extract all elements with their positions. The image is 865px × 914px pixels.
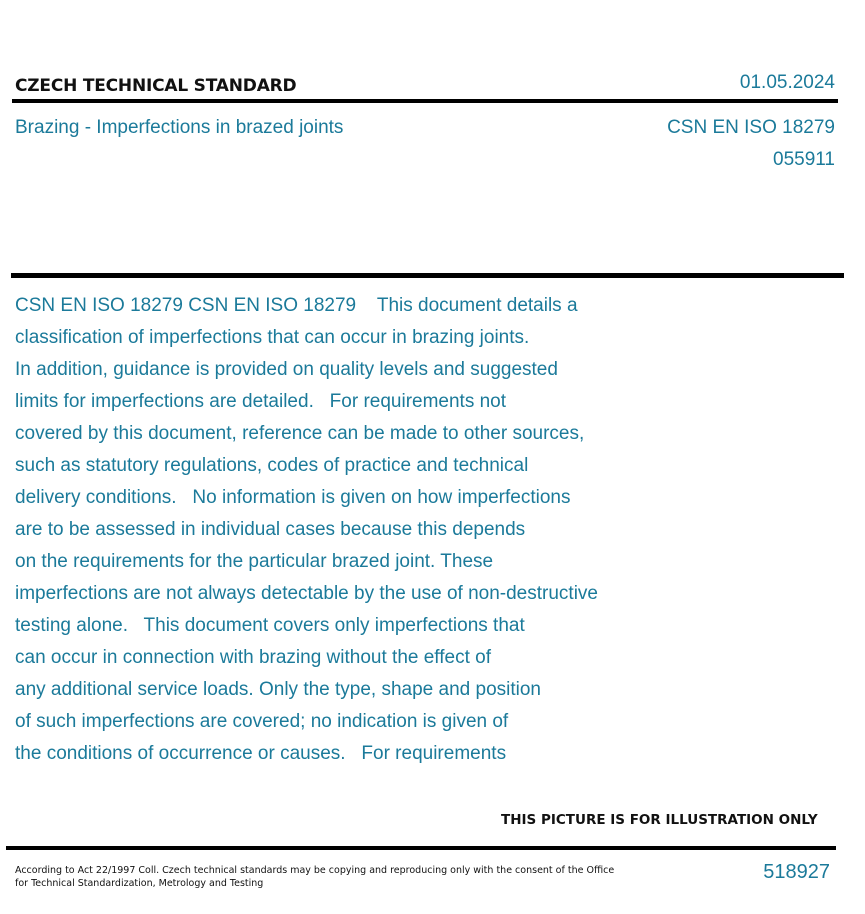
legal-notice-line: According to Act 22/1997 Coll. Czech technical standards may be copying and reproducing only with the consent of the Office bbox=[15, 865, 615, 876]
header-divider bbox=[12, 99, 838, 103]
abstract-line: any additional service loads. Only the type, shape and position bbox=[15, 679, 541, 700]
illustration-notice: THIS PICTURE IS FOR ILLUSTRATION ONLY bbox=[501, 812, 818, 828]
document-title: Brazing - Imperfections in brazed joints bbox=[15, 117, 344, 138]
standard-type-label: CZECH TECHNICAL STANDARD bbox=[15, 76, 297, 96]
abstract-line: can occur in connection with brazing without the effect of bbox=[15, 647, 491, 668]
standard-number: CSN EN ISO 18279 bbox=[667, 117, 835, 138]
abstract-line: testing alone. This document covers only imperfections that bbox=[15, 615, 525, 636]
abstract-line: CSN EN ISO 18279 CSN EN ISO 18279 This document details a bbox=[15, 295, 578, 316]
abstract-line: are to be assessed in individual cases because this depends bbox=[15, 519, 526, 540]
classification-code: 055911 bbox=[773, 149, 835, 170]
catalog-number: 518927 bbox=[763, 861, 830, 883]
abstract-line: covered by this document, reference can be made to other sources, bbox=[15, 423, 585, 444]
abstract-line: the conditions of occurrence or causes. For requirements bbox=[15, 743, 507, 764]
abstract-line: on the requirements for the particular brazed joint. These bbox=[15, 551, 494, 572]
abstract-line: limits for imperfections are detailed. For requirements not bbox=[15, 391, 507, 412]
abstract-line: imperfections are not always detectable by the use of non-destructive bbox=[15, 583, 598, 604]
abstract-line: such as statutory regulations, codes of practice and technical bbox=[15, 455, 529, 476]
legal-notice-line: for Technical Standardization, Metrology and Testing bbox=[15, 878, 264, 889]
abstract-line: of such imperfections are covered; no indication is given of bbox=[15, 711, 509, 732]
abstract-line: classification of imperfections that can occur in brazing joints. bbox=[15, 327, 530, 348]
footer-divider bbox=[6, 846, 836, 850]
publication-date: 01.05.2024 bbox=[739, 72, 835, 93]
abstract-text bbox=[15, 290, 695, 770]
abstract-line: In addition, guidance is provided on quality levels and suggested bbox=[15, 359, 558, 380]
abstract-line: delivery conditions. No information is given on how imperfections bbox=[15, 487, 571, 508]
legal-notice bbox=[15, 864, 615, 890]
section-divider bbox=[11, 273, 844, 278]
